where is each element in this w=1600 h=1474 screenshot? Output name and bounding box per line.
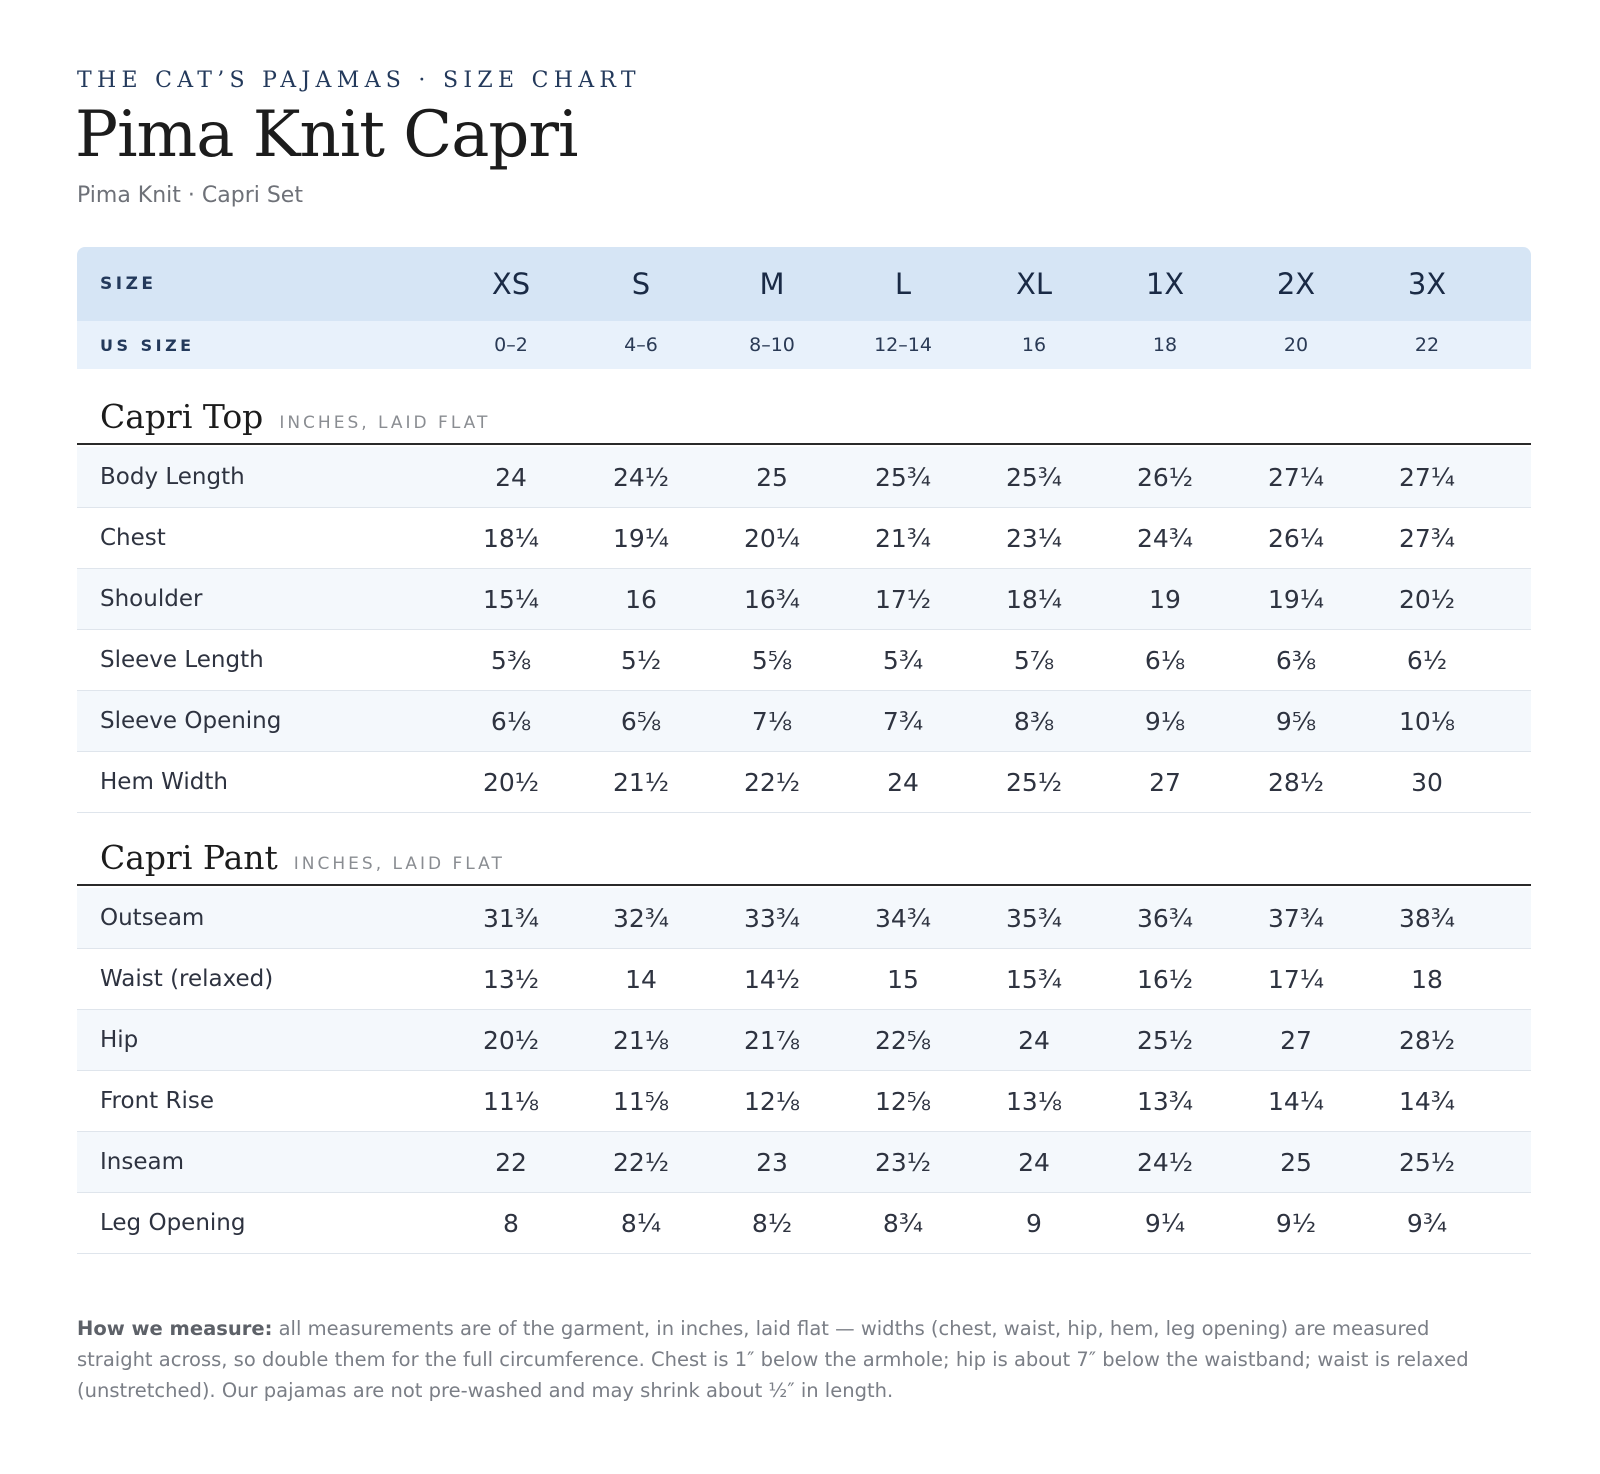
measurement-label: Leg Opening — [100, 1210, 246, 1236]
table-row — [77, 949, 1531, 1010]
measurement-value-cell: 20½ — [1398, 584, 1456, 614]
measurement-value-cell: 20¼ — [743, 523, 801, 553]
section-name: Capri Top — [100, 397, 264, 436]
size-cell: 2X — [1276, 267, 1316, 301]
measurement-value-cell: 27 — [1280, 1025, 1312, 1055]
measurement-value-cell: 8⅜ — [1013, 706, 1055, 736]
measurement-value-cell: 19 — [1149, 584, 1181, 614]
table-row — [77, 691, 1531, 752]
measurement-value-cell: 28½ — [1267, 767, 1325, 797]
measurement-value-cell: 33¾ — [743, 903, 801, 933]
us-size-cell: 12–14 — [874, 334, 932, 356]
section-heading — [100, 838, 505, 877]
measurement-value-cell: 23¼ — [1005, 523, 1063, 553]
measurement-value-cell: 15¼ — [482, 584, 540, 614]
size-cell: S — [631, 267, 651, 301]
measurement-value-cell: 16¾ — [743, 584, 801, 614]
measurement-value-cell: 5⅝ — [751, 645, 793, 675]
footnote-text: all measurements are of the garment, in inches, laid flat — widths (chest, waist, hip, hem, leg opening) are measured straight across, so double them for the full circumference. Chest is 1″ below the armhole; hip is about 7″ below the waistband; waist is relaxed (unstretched). Our pajamas are not pre-washed and may shrink about ½″ in length. — [77, 1317, 1469, 1402]
measurement-value-cell: 22½ — [743, 767, 801, 797]
measurement-value-cell: 26½ — [1136, 462, 1194, 492]
size-cell: 1X — [1145, 267, 1185, 301]
measurement-value-cell: 24¾ — [1136, 523, 1194, 553]
measurement-value-cell: 9½ — [1275, 1208, 1317, 1238]
measurement-value-cell: 22½ — [612, 1147, 670, 1177]
measurement-label: Hip — [100, 1027, 139, 1053]
measurement-value-cell: 16 — [625, 584, 657, 614]
size-header-label: SIZE — [100, 274, 157, 294]
measurement-value-cell: 14½ — [743, 964, 801, 994]
table-row — [77, 569, 1531, 630]
section-divider — [77, 884, 1531, 886]
us-size-row — [77, 321, 1531, 369]
measurement-value-cell: 21⅞ — [743, 1025, 801, 1055]
footnote-lead: How we measure: — [77, 1317, 273, 1340]
measurement-value-cell: 5⅞ — [1013, 645, 1055, 675]
table-row — [77, 447, 1531, 508]
us-size-cell: 22 — [1414, 334, 1440, 356]
measurement-value-cell: 16½ — [1136, 964, 1194, 994]
measurement-value-cell: 6⅜ — [1275, 645, 1317, 675]
measurement-value-cell: 25 — [1280, 1147, 1312, 1177]
measurement-value-cell: 21⅛ — [612, 1025, 670, 1055]
measurement-label: Sleeve Opening — [100, 708, 282, 734]
us-size-cell: 18 — [1152, 334, 1178, 356]
measurement-label: Front Rise — [100, 1088, 214, 1114]
table-row — [77, 888, 1531, 949]
measurement-value-cell: 18¼ — [1005, 584, 1063, 614]
section-divider — [77, 443, 1531, 445]
measurement-value-cell: 17¼ — [1267, 964, 1325, 994]
us-size-cell: 16 — [1021, 334, 1047, 356]
section-unit: INCHES, LAID FLAT — [279, 413, 491, 433]
measurement-value-cell: 9⅛ — [1144, 706, 1186, 736]
measurement-value-cell: 25¾ — [1005, 462, 1063, 492]
table-row — [77, 508, 1531, 569]
measurement-label: Shoulder — [100, 586, 203, 612]
page-subtitle: Pima Knit · Capri Set — [77, 183, 303, 208]
us-size-cell: 4–6 — [624, 334, 658, 356]
measurement-value-cell: 12⅝ — [874, 1086, 932, 1116]
size-cell: 3X — [1407, 267, 1447, 301]
section-unit: INCHES, LAID FLAT — [293, 854, 505, 874]
measurement-value-cell: 8¾ — [882, 1208, 924, 1238]
measurement-value-cell: 13½ — [482, 964, 540, 994]
measurement-value-cell: 6⅛ — [1144, 645, 1186, 675]
measurement-value-cell: 20½ — [482, 1025, 540, 1055]
us-size-cell: 8–10 — [749, 334, 795, 356]
measurement-value-cell: 24 — [1018, 1147, 1050, 1177]
page-title: Pima Knit Capri — [75, 98, 578, 172]
measurement-value-cell: 23½ — [874, 1147, 932, 1177]
measurement-label: Sleeve Length — [100, 647, 264, 673]
table-row — [77, 1010, 1531, 1071]
table-row — [77, 1071, 1531, 1132]
measurement-value-cell: 17½ — [874, 584, 932, 614]
measurement-value-cell: 9⅝ — [1275, 706, 1317, 736]
table-row — [77, 1193, 1531, 1254]
measurement-value-cell: 6⅝ — [620, 706, 662, 736]
measurement-value-cell: 35¾ — [1005, 903, 1063, 933]
table-row — [77, 752, 1531, 813]
measurement-value-cell: 7¾ — [882, 706, 924, 736]
us-size-label: US SIZE — [100, 335, 195, 355]
measurement-label: Chest — [100, 525, 166, 551]
measurement-value-cell: 24 — [1018, 1025, 1050, 1055]
measurement-value-cell: 7⅛ — [751, 706, 793, 736]
measurement-value-cell: 6⅛ — [490, 706, 532, 736]
measurement-value-cell: 19¼ — [612, 523, 670, 553]
measurement-value-cell: 25½ — [1398, 1147, 1456, 1177]
measurement-value-cell: 18¼ — [482, 523, 540, 553]
measurement-value-cell: 5⅜ — [490, 645, 532, 675]
measurement-value-cell: 25½ — [1005, 767, 1063, 797]
measurement-value-cell: 27 — [1149, 767, 1181, 797]
measurement-value-cell: 14¼ — [1267, 1086, 1325, 1116]
measurement-value-cell: 8 — [503, 1208, 519, 1238]
brand-line: THE CAT’S PAJAMAS · SIZE CHART — [77, 68, 641, 93]
measurement-value-cell: 8½ — [751, 1208, 793, 1238]
measurement-value-cell: 5½ — [620, 645, 662, 675]
measurement-value-cell: 36¾ — [1136, 903, 1194, 933]
measurement-value-cell: 22⅝ — [874, 1025, 932, 1055]
section-name: Capri Pant — [100, 838, 278, 877]
measurement-value-cell: 6½ — [1406, 645, 1448, 675]
measurement-label: Outseam — [100, 905, 205, 931]
measurement-label: Inseam — [100, 1149, 184, 1175]
size-cell: XL — [1015, 267, 1053, 301]
measurement-value-cell: 12⅛ — [743, 1086, 801, 1116]
size-cell: L — [894, 267, 912, 301]
measurement-value-cell: 14¾ — [1398, 1086, 1456, 1116]
measurement-value-cell: 28½ — [1398, 1025, 1456, 1055]
size-cell: XS — [491, 267, 531, 301]
measurement-label: Waist (relaxed) — [100, 966, 274, 992]
measurement-value-cell: 8¼ — [620, 1208, 662, 1238]
measurement-value-cell: 10⅛ — [1398, 706, 1456, 736]
size-header-row — [77, 247, 1531, 321]
table-row — [77, 1132, 1531, 1193]
measurement-value-cell: 27¼ — [1267, 462, 1325, 492]
measurement-value-cell: 21¾ — [874, 523, 932, 553]
measurement-value-cell: 5¾ — [882, 645, 924, 675]
us-size-cell: 20 — [1283, 334, 1309, 356]
measurement-value-cell: 22 — [495, 1147, 527, 1177]
measurement-value-cell: 32¾ — [612, 903, 670, 933]
measurement-value-cell: 24 — [495, 462, 527, 492]
measurement-value-cell: 9 — [1026, 1208, 1042, 1238]
measurement-value-cell: 26¼ — [1267, 523, 1325, 553]
measurement-value-cell: 38¾ — [1398, 903, 1456, 933]
measurement-value-cell: 25¾ — [874, 462, 932, 492]
measurement-value-cell: 24½ — [1136, 1147, 1194, 1177]
measurement-value-cell: 34¾ — [874, 903, 932, 933]
measurement-value-cell: 30 — [1411, 767, 1443, 797]
measurement-value-cell: 11⅛ — [482, 1086, 540, 1116]
measurement-footnote — [77, 1313, 1497, 1406]
table-row — [77, 630, 1531, 691]
measurement-value-cell: 37¾ — [1267, 903, 1325, 933]
measurement-value-cell: 24 — [887, 767, 919, 797]
measurement-value-cell: 21½ — [612, 767, 670, 797]
measurement-label: Body Length — [100, 464, 245, 490]
measurement-value-cell: 31¾ — [482, 903, 540, 933]
section-heading — [100, 397, 490, 436]
measurement-value-cell: 20½ — [482, 767, 540, 797]
measurement-value-cell: 9¾ — [1406, 1208, 1448, 1238]
measurement-value-cell: 9¼ — [1144, 1208, 1186, 1238]
measurement-value-cell: 11⅝ — [612, 1086, 670, 1116]
measurement-value-cell: 27¾ — [1398, 523, 1456, 553]
measurement-value-cell: 27¼ — [1398, 462, 1456, 492]
measurement-value-cell: 15 — [887, 964, 919, 994]
measurement-value-cell: 25½ — [1136, 1025, 1194, 1055]
measurement-value-cell: 23 — [756, 1147, 788, 1177]
measurement-value-cell: 25 — [756, 462, 788, 492]
measurement-value-cell: 13¾ — [1136, 1086, 1194, 1116]
measurement-value-cell: 24½ — [612, 462, 670, 492]
us-size-cell: 0–2 — [494, 334, 528, 356]
measurement-value-cell: 13⅛ — [1005, 1086, 1063, 1116]
size-cell: M — [759, 267, 785, 301]
measurement-value-cell: 14 — [625, 964, 657, 994]
measurement-value-cell: 18 — [1411, 964, 1443, 994]
measurement-label: Hem Width — [100, 769, 228, 795]
measurement-value-cell: 15¾ — [1005, 964, 1063, 994]
measurement-value-cell: 19¼ — [1267, 584, 1325, 614]
